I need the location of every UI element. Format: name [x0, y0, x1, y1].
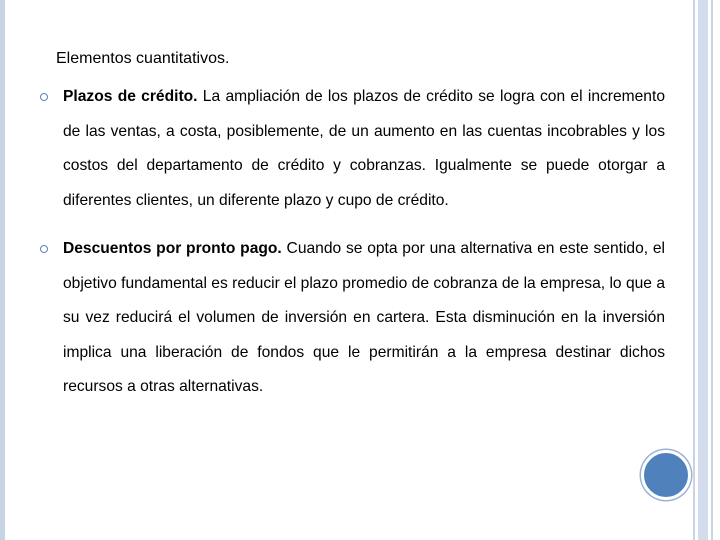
bullet-text: Cuando se opta por una alternativa en este sentido, el objetivo fundamental es reducir el plazo promedio de cobranza de la empresa, lo que a su vez reducirá el volumen de inversión en cartera. Esta disminución en la inversión implica una liberación de fondos que le permitirán a la empresa destinar dichos recursos a otras alternativas. [63, 240, 666, 395]
bullet-item-descuentos-pronto-pago [40, 232, 665, 405]
bullet-heading: Plazos de crédito. [63, 88, 198, 105]
bullet-item-plazos-credito [40, 80, 665, 218]
bullet-circle-icon [40, 245, 48, 253]
bullet-text: La ampliación de los plazos de crédito se logra con el incremento de las ventas, a costa, posiblemente, de un aumento en las cuentas incobrables y los costos del departamento de crédito y cobranzas. Igualmente se puede otorgar a diferentes clientes, un diferente plazo y cupo de crédito. [63, 88, 665, 209]
right-border-line [711, 0, 713, 540]
right-border-band [698, 0, 708, 540]
bullet-list [40, 80, 665, 405]
right-border-line [693, 0, 695, 540]
slide-title: Elementos cuantitativos. [56, 50, 230, 67]
decorative-circle [641, 450, 691, 500]
left-border-decoration [0, 0, 5, 540]
bullet-heading: Descuentos por pronto pago. [63, 240, 282, 257]
right-border-decoration [683, 0, 720, 540]
bullet-circle-icon [40, 93, 48, 101]
